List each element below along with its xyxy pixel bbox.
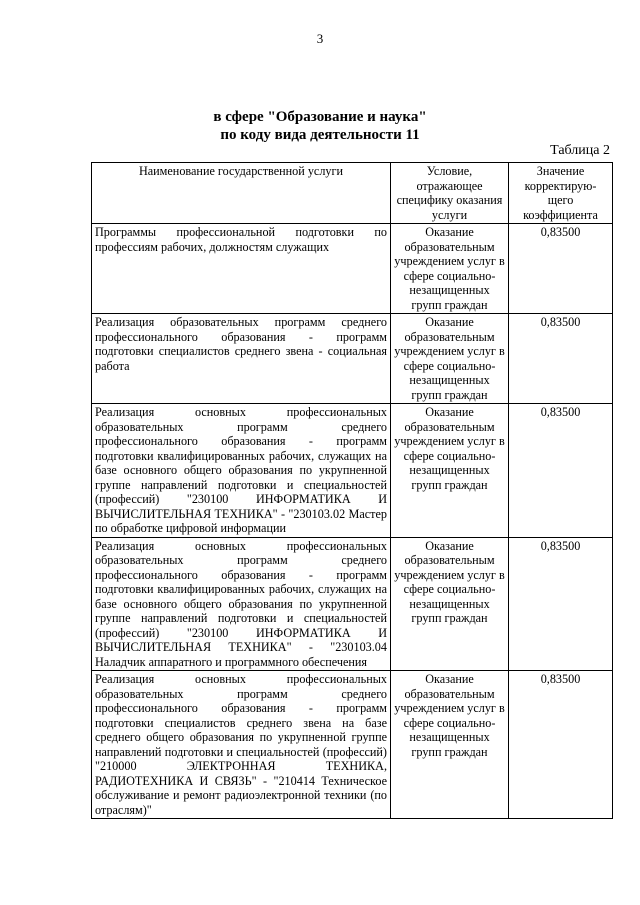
service-name-cell: Программы профессиональной подготовки по профессиям рабочих, должностям служащих	[92, 224, 391, 314]
coefficient-cell: 0,83500	[509, 671, 613, 819]
condition-cell: Оказание образовательным учреждением услуг в сфере социально-незащищенных групп граждан	[391, 537, 509, 671]
header-coefficient: Значение корректирую-щего коэффициента	[509, 163, 613, 224]
coefficient-cell: 0,83500	[509, 537, 613, 671]
header-service-name: Наименование государственной услуги	[92, 163, 391, 224]
title-line-1: в сфере "Образование и наука"	[213, 109, 427, 125]
table-row	[92, 537, 613, 671]
title-line-2: по коду вида деятельности 11	[220, 127, 420, 143]
coefficient-cell: 0,83500	[509, 314, 613, 404]
page-number: 3	[316, 31, 324, 46]
document-title	[0, 108, 640, 144]
coefficient-cell: 0,83500	[509, 224, 613, 314]
service-name-cell: Реализация образовательных программ среднего профессионального образования - программ подготовки специалистов среднего звена - социальная работа	[92, 314, 391, 404]
header-condition: Условие, отражающее специфику оказания услуги	[391, 163, 509, 224]
condition-cell: Оказание образовательным учреждением услуг в сфере социально-незащищенных групп граждан	[391, 404, 509, 538]
table-row	[92, 404, 613, 538]
condition-cell: Оказание образовательным учреждением услуг в сфере социально-незащищенных групп граждан	[391, 314, 509, 404]
condition-cell: Оказание образовательным учреждением услуг в сфере социально-незащищенных групп граждан	[391, 671, 509, 819]
service-name-cell: Реализация основных профессиональных образовательных программ среднего профессионального образования - программ подготовки квалифицированных рабочих, служащих на базе основного общего образования по укрупненной группе направлений подготовки и специальностей (профессий) "230100 ИНФОРМАТИКА И ВЫЧИСЛИТЕЛЬНАЯ ТЕХНИКА" - "230103.04 Наладчик аппаратного и программного обеспечения	[92, 537, 391, 671]
coefficient-cell: 0,83500	[509, 404, 613, 538]
table-row	[92, 671, 613, 819]
condition-cell: Оказание образовательным учреждением услуг в сфере социально-незащищенных групп граждан	[391, 224, 509, 314]
service-name-cell: Реализация основных профессиональных образовательных программ среднего профессионального образования - программ подготовки квалифицированных рабочих, служащих на базе основного общего образования по укрупненной группе направлений подготовки и специальностей (профессий) "230100 ИНФОРМАТИКА И ВЫЧИСЛИТЕЛЬНАЯ ТЕХНИКА" - "230103.02 Мастер по обработке цифровой информации	[92, 404, 391, 538]
table-row	[92, 224, 613, 314]
service-name-cell: Реализация основных профессиональных образовательных программ среднего профессионального образования - программ подготовки специалистов среднего звена на базе среднего общего образования по укрупненной группе направлений подготовки и специальностей (профессий) "210000 ЭЛЕКТРОННАЯ ТЕХНИКА, РАДИОТЕХНИКА И СВЯЗЬ" - "210414 Техническое обслуживание и ремонт радиоэлектронной техники (по отраслям)"	[92, 671, 391, 819]
table-row	[92, 314, 613, 404]
table-label: Таблица 2	[550, 143, 610, 158]
services-table	[91, 162, 613, 819]
table-header-row	[92, 163, 613, 224]
